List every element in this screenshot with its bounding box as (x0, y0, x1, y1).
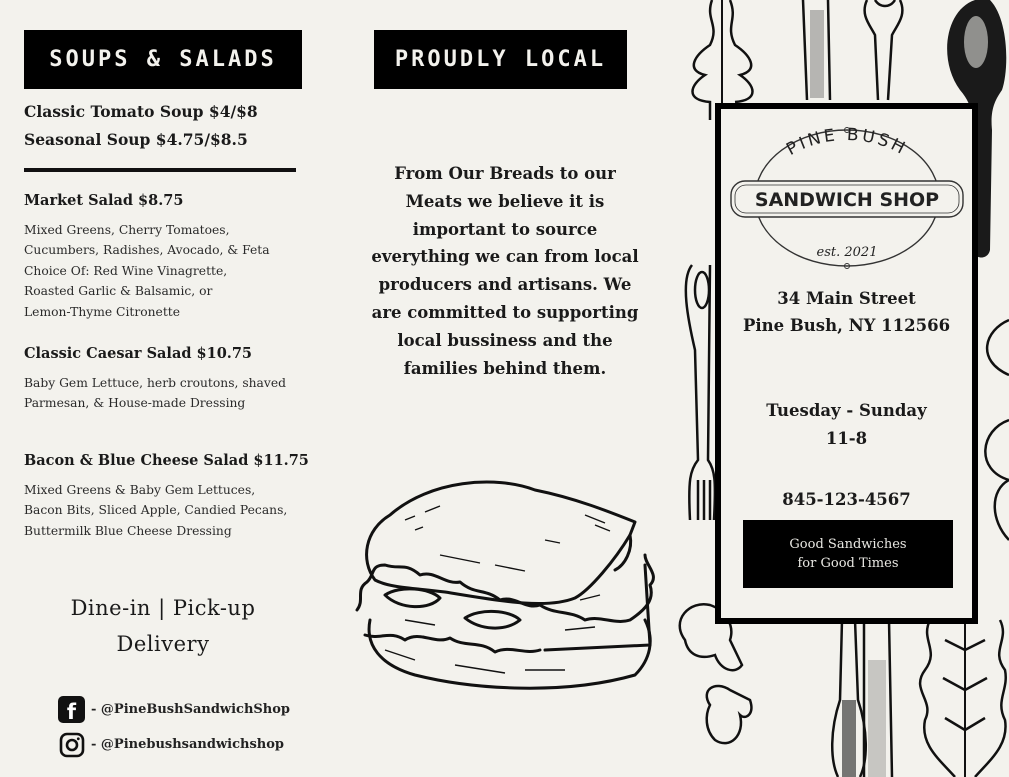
sandwich-illustration-icon (345, 470, 665, 700)
info-panel (670, 0, 1009, 777)
svg-text:SANDWICH SHOP: SANDWICH SHOP (754, 189, 940, 211)
phone-number[interactable]: 845-123-4567 (782, 490, 911, 509)
instagram-icon (58, 731, 85, 758)
salad-title: Bacon & Blue Cheese Salad $11.75 (24, 452, 309, 469)
logo-top-text: PINE BUSH (783, 124, 911, 160)
service-line: Delivery (116, 632, 210, 656)
desc-line: Baby Gem Lettuce, herb croutons, shaved (24, 376, 286, 390)
desc-line: Cucumbers, Radishes, Avocado, & Feta (24, 243, 270, 258)
desc-line: Mixed Greens, Cherry Tomatoes, (24, 223, 230, 237)
section-divider (24, 168, 296, 172)
hours (721, 397, 972, 453)
hours-days: Tuesday - Sunday (766, 401, 927, 420)
desc-line: Mixed Greens & Baby Gem Lettuces, (24, 483, 256, 497)
text-line: families behind them. (403, 358, 607, 378)
hours-times: 11-8 (825, 429, 868, 448)
desc-line: Lemon-Thyme Citronette (24, 304, 180, 319)
facebook-link[interactable] (58, 696, 290, 723)
desc-line: Bacon Bits, Sliced Apple, Candied Pecans, (24, 503, 288, 518)
desc-line: Choice Of: Red Wine Vinagrette, (24, 263, 228, 278)
facebook-handle: - @PineBushSandwichShop (91, 702, 291, 717)
proudly-local-heading: PROUDLY LOCAL (374, 30, 627, 89)
salad-description (24, 480, 287, 541)
tagline-box (743, 520, 953, 588)
salad-description (24, 373, 286, 414)
info-card (715, 103, 978, 624)
soup-item: Seasonal Soup $4.75/$8.5 (24, 130, 248, 149)
svg-text:est. 2021: est. 2021 (816, 245, 878, 260)
desc-line: Buttermilk Blue Cheese Dressing (24, 523, 232, 538)
text-line: important to source (412, 219, 598, 239)
facebook-icon: f (58, 696, 85, 723)
desc-line: Roasted Garlic & Balsamic, or (24, 284, 213, 299)
tagline-line: for Good Times (797, 556, 899, 571)
instagram-link[interactable] (58, 731, 284, 758)
address (721, 285, 972, 339)
address-city: Pine Bush, NY 112566 (742, 316, 951, 335)
shop-logo-icon (727, 123, 967, 273)
salad-description (24, 220, 270, 322)
desc-line: Parmesan, & House-made Dressing (24, 396, 246, 411)
text-line: producers and artisans. We (378, 275, 632, 295)
soups-salads-panel (0, 0, 340, 777)
instagram-handle: - @Pinebushsandwichshop (91, 737, 284, 752)
soups-salads-heading: SOUPS & SALADS (24, 30, 302, 89)
address-street: 34 Main Street (777, 289, 916, 308)
salad-title: Classic Caesar Salad $10.75 (24, 345, 253, 362)
salad-title: Market Salad $8.75 (24, 192, 184, 209)
proudly-local-text (350, 160, 660, 382)
service-options (0, 590, 326, 662)
soup-item: Classic Tomato Soup $4/$8 (24, 102, 258, 121)
proudly-local-panel (340, 0, 670, 777)
service-line: Dine-in | Pick-up (70, 596, 256, 620)
text-line: are committed to supporting (371, 302, 639, 322)
text-line: From Our Breads to our (394, 164, 616, 183)
text-line: everything we can from local (371, 247, 639, 267)
text-line: Meats we believe it is (405, 191, 605, 211)
text-line: local bussiness and the (397, 330, 613, 350)
tagline-line: Good Sandwiches (789, 537, 907, 552)
